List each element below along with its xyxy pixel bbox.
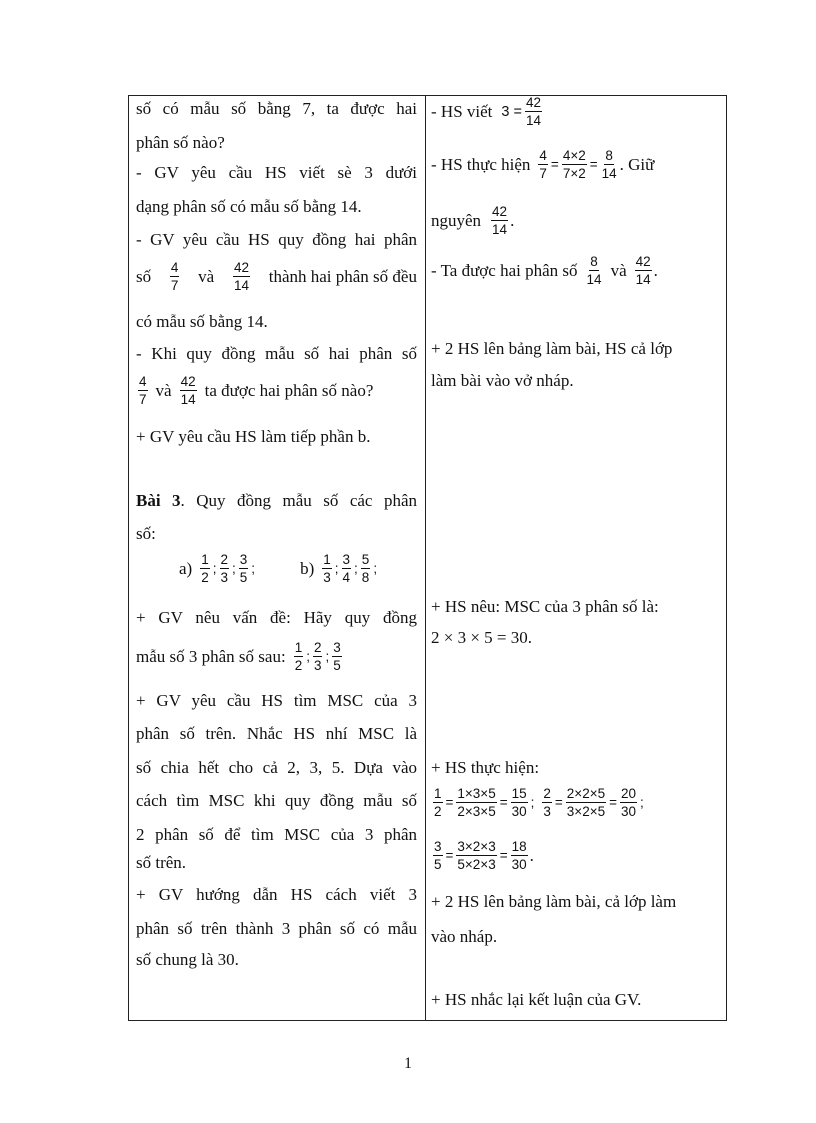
equals-sign: =	[554, 794, 563, 810]
numerator: 42	[180, 374, 196, 389]
equation-lhs: 3 =	[501, 103, 522, 120]
text: và	[155, 380, 172, 400]
text-line-with-fractions	[136, 260, 417, 293]
separator: ;	[354, 560, 358, 576]
numerator: 1×3×5	[457, 786, 496, 801]
text-line: 2 × 3 × 5 = 30.	[431, 628, 533, 647]
fraction-3x2x3-5x2x3	[456, 839, 496, 872]
text-line: dạng phân số có mẫu số bằng 14.	[136, 197, 362, 216]
numerator: 2	[313, 640, 322, 655]
denominator: 5×2×3	[457, 857, 496, 872]
text-line-with-fractions	[136, 640, 417, 673]
text-line: số chia hết cho cả 2, 3, 5. Dựa vào	[136, 758, 417, 777]
text-line-with-fractions	[431, 148, 720, 181]
equals-sign: =	[589, 156, 598, 172]
denominator: 2	[294, 658, 303, 673]
denominator: 14	[180, 392, 196, 407]
numerator: 3	[434, 839, 442, 854]
text-line: số trên.	[136, 853, 187, 872]
separator: ;	[373, 560, 378, 576]
numerator: 1	[201, 552, 209, 567]
fraction-20-30	[620, 786, 637, 819]
fraction-42-14	[491, 204, 508, 237]
denominator: 14	[635, 272, 651, 287]
denominator: 3	[543, 804, 551, 819]
numerator: 1	[434, 786, 442, 801]
text: . Quy đồng mẫu số các phân	[180, 491, 418, 510]
calculation-line	[431, 786, 720, 819]
denominator: 2	[201, 570, 209, 585]
fraction-4-7	[538, 148, 548, 181]
text-line: + HS thực hiện:	[431, 758, 540, 777]
equals-sign: =	[609, 794, 617, 810]
text: - Ta được hai phân số	[431, 260, 578, 280]
text: thành hai phân số đều	[268, 266, 417, 286]
text-line-with-fractions	[136, 374, 417, 407]
numerator: 2	[543, 786, 551, 801]
period: .	[529, 845, 534, 865]
numerator: 42	[525, 95, 541, 110]
text: mẫu số 3 phân số sau:	[136, 646, 286, 666]
separator: ;	[212, 560, 217, 576]
text-line: số có mẫu số bằng 7, ta được hai	[136, 99, 417, 118]
text: và	[610, 260, 627, 280]
numerator: 2	[220, 552, 229, 567]
fraction-8-14	[586, 254, 603, 287]
denominator: 5	[239, 570, 248, 585]
fraction-1-3	[322, 552, 332, 585]
text: - HS thực hiện	[431, 154, 531, 174]
text-line-with-fractions	[431, 204, 720, 237]
text-line: cách tìm MSC khi quy đồng mẫu số	[136, 791, 417, 810]
denominator: 7×2	[562, 166, 586, 181]
calculation-line	[431, 839, 720, 872]
fraction-3-5	[239, 552, 249, 585]
text-line: + HS nêu: MSC của 3 phân số là:	[431, 597, 659, 616]
denominator: 14	[233, 278, 249, 293]
fraction-1-2	[294, 640, 304, 673]
fraction-42-14	[635, 254, 652, 287]
teacher-column	[129, 96, 425, 1020]
separator: ;	[251, 560, 256, 576]
text: và	[198, 266, 215, 286]
equals-sign: =	[445, 794, 454, 810]
denominator: 14	[492, 222, 508, 237]
period: .	[510, 210, 515, 230]
denominator: 14	[601, 166, 617, 181]
exercise-items	[179, 552, 417, 585]
text: nguyên	[431, 210, 482, 230]
numerator: 42	[635, 254, 651, 269]
denominator: 3	[323, 570, 331, 585]
text-line: số chung là 30.	[136, 950, 239, 969]
denominator: 2×3×5	[457, 804, 496, 819]
denominator: 30	[511, 804, 527, 819]
item-label-b: b)	[300, 558, 315, 578]
lesson-table	[128, 95, 727, 1021]
denominator: 7	[539, 166, 547, 181]
item-label-a: a)	[179, 558, 193, 578]
separator: ;	[334, 560, 339, 576]
denominator: 8	[361, 570, 370, 585]
separator: ;	[325, 648, 330, 664]
fraction-4-7	[170, 260, 180, 293]
numerator: 4	[170, 260, 179, 275]
text-line: + HS nhắc lại kết luận của GV.	[431, 990, 642, 1009]
text-line: + GV yêu cầu HS làm tiếp phần b.	[136, 427, 371, 446]
page-number: 1	[404, 1055, 412, 1072]
fraction-42-14	[233, 260, 250, 293]
fraction-2-3	[313, 640, 323, 673]
numerator: 2×2×5	[566, 786, 606, 801]
text-line-with-fractions	[431, 95, 720, 128]
fraction-2-3	[220, 552, 230, 585]
numerator: 15	[511, 786, 527, 801]
text-line: phân số trên thành 3 phân số có mẫu	[136, 919, 417, 938]
text: . Giữ	[619, 154, 655, 174]
denominator: 7	[139, 392, 147, 407]
denominator: 30	[620, 804, 637, 819]
separator: ;	[232, 560, 236, 576]
denominator: 14	[586, 272, 602, 287]
denominator: 3	[220, 570, 229, 585]
text-line: - GV yêu cầu HS viết sè 3 dưới	[136, 163, 417, 182]
denominator: 5	[434, 857, 442, 872]
fraction-1x3x5-2x3x5	[456, 786, 496, 819]
numerator: 3×2×3	[457, 839, 496, 854]
text-line: + 2 HS lên bảng làm bài, HS cả lớp	[431, 339, 673, 358]
fraction-1-2	[433, 786, 443, 819]
fraction-3-4	[342, 552, 352, 585]
text: ta được hai phân số nào?	[204, 380, 374, 400]
equals-sign: =	[445, 847, 454, 863]
fraction-4x2-7x2	[562, 148, 587, 181]
numerator: 4	[139, 374, 147, 389]
student-column	[426, 96, 726, 1020]
numerator: 20	[620, 786, 637, 801]
numerator: 3	[239, 552, 248, 567]
denominator: 3	[313, 658, 322, 673]
numerator: 18	[511, 839, 527, 854]
numerator: 3	[342, 552, 351, 567]
fraction-42-14	[180, 374, 197, 407]
text: số	[136, 266, 152, 286]
fraction-42-14	[525, 95, 542, 128]
fraction-18-30	[511, 839, 528, 872]
text-line: + GV nêu vấn đề: Hãy quy đồng	[136, 608, 417, 627]
numerator: 4	[539, 148, 547, 163]
separator: ;	[530, 794, 535, 810]
denominator: 4	[342, 570, 351, 585]
equals-sign: =	[499, 794, 508, 810]
numerator: 3	[333, 640, 341, 655]
numerator: 1	[294, 640, 303, 655]
numerator: 4×2	[562, 148, 586, 163]
fraction-1-2	[200, 552, 210, 585]
exercise-heading	[136, 490, 417, 512]
denominator: 30	[511, 857, 527, 872]
numerator: 5	[361, 552, 370, 567]
fraction-2x2x5-3x2x5	[566, 786, 606, 819]
separator: ;	[640, 794, 644, 810]
text-line: 2 phân số để tìm MSC của 3 phân	[136, 825, 417, 844]
text-line: - GV yêu cầu HS quy đồng hai phân	[136, 230, 417, 249]
fraction-5-8	[361, 552, 371, 585]
text-line: + GV hướng dẫn HS cách viết 3	[136, 885, 417, 904]
denominator: 5	[333, 658, 341, 673]
equals-sign: =	[550, 156, 559, 172]
text-line: + GV yêu cầu HS tìm MSC của 3	[136, 691, 417, 710]
separator: ;	[306, 648, 310, 664]
fraction-2-3	[542, 786, 552, 819]
numerator: 42	[233, 260, 249, 275]
numerator: 8	[590, 254, 598, 269]
numerator: 1	[323, 552, 331, 567]
text-line: vào nháp.	[431, 927, 498, 946]
exercise-title: Bài 3	[136, 491, 181, 510]
text-line: làm bài vào vở nháp.	[431, 371, 574, 390]
text-line: + 2 HS lên bảng làm bài, cả lớp làm	[431, 892, 677, 911]
numerator: 8	[605, 148, 613, 163]
text-line: phân số trên. Nhắc HS nhí MSC là	[136, 724, 417, 743]
equals-sign: =	[499, 847, 508, 863]
denominator: 14	[525, 113, 541, 128]
text-line: số:	[136, 524, 156, 543]
text-line-with-fractions	[431, 254, 720, 287]
numerator: 42	[492, 204, 508, 219]
period: .	[653, 260, 658, 280]
denominator: 3×2×5	[566, 804, 606, 819]
denominator: 7	[170, 278, 179, 293]
fraction-15-30	[511, 786, 528, 819]
denominator: 2	[434, 804, 442, 819]
text-line: - Khi quy đồng mẫu số hai phân số	[136, 344, 417, 363]
fraction-3-5	[332, 640, 342, 673]
fraction-8-14	[601, 148, 618, 181]
fraction-3-5	[433, 839, 443, 872]
text-line: phân số nào?	[136, 133, 225, 152]
fraction-4-7	[138, 374, 148, 407]
text-line: có mẫu số bằng 14.	[136, 312, 268, 331]
text: - HS viết	[431, 101, 493, 121]
